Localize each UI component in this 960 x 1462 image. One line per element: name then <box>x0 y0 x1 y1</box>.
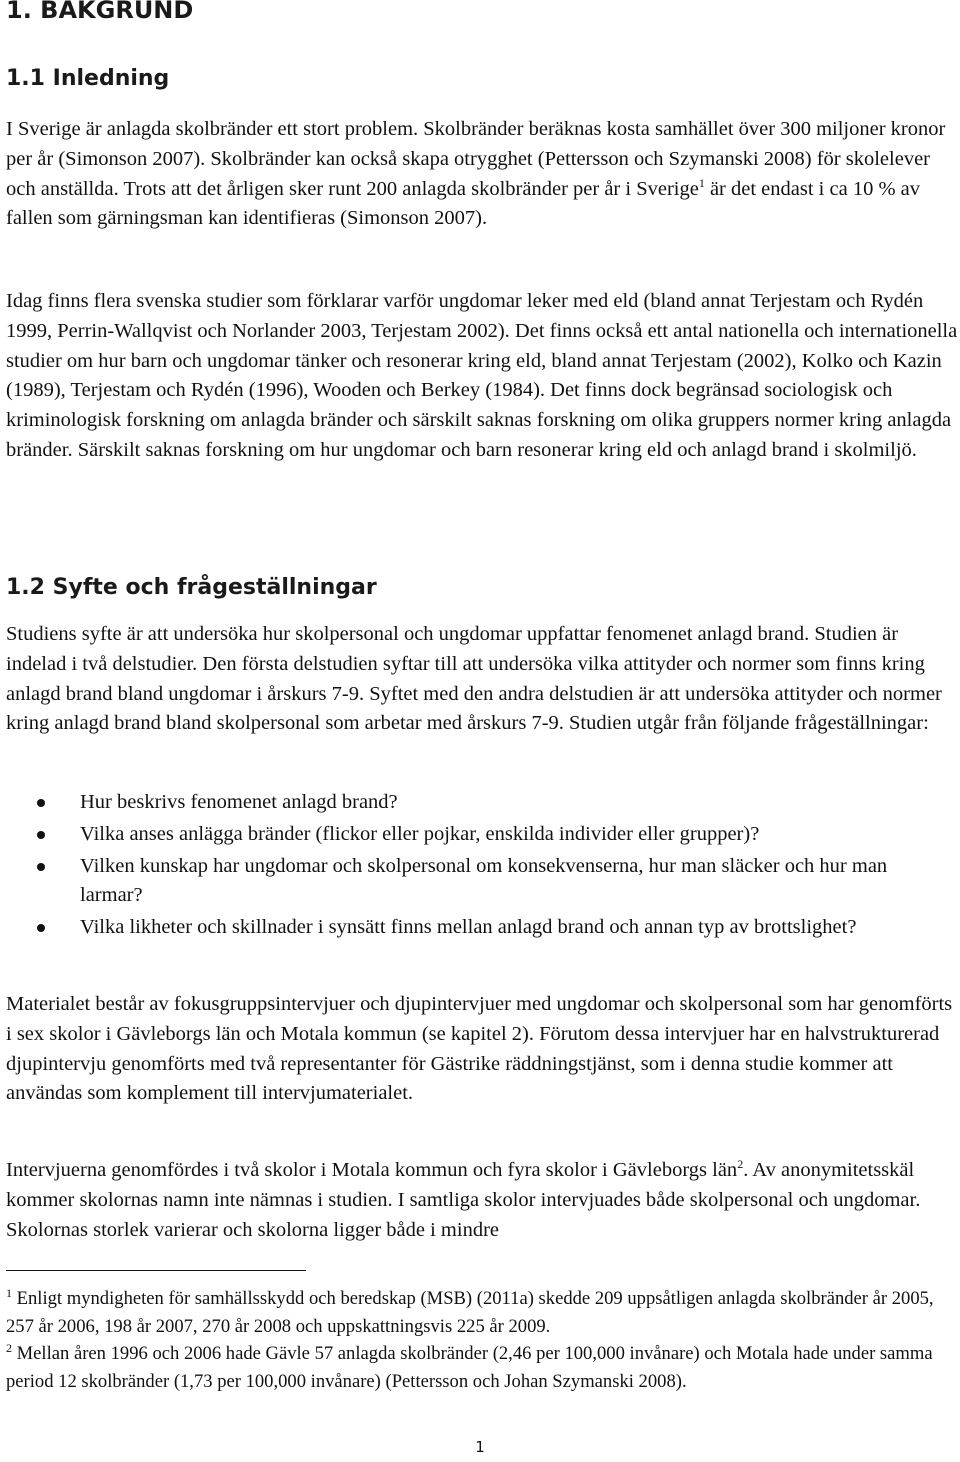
list-item <box>6 913 936 943</box>
footnote-2 <box>6 1340 956 1395</box>
bullet-icon <box>37 863 45 871</box>
paragraph-interviews-text-b: . Av anonymitetsskäl kommer skolornas namn inte nämnas i studien. I samtliga skolor intervjuades både skolpersonal och ungdomar. Skolornas storlek varierar och skolorna ligger både i mindre <box>6 1159 921 1241</box>
footnote-number: 1 <box>6 1286 12 1300</box>
footnote-ref-1: 1 <box>698 175 705 190</box>
chapter-heading: 1. BAKGRUND <box>6 0 194 24</box>
page-number: 1 <box>475 1438 485 1456</box>
footnote-text: Mellan åren 1996 och 2006 hade Gävle 57 anlagda skolbränder (2,46 per 100,000 invånare) och Motala hade under samma period 12 skolbränder (1,73 per 100,000 invånare) (Pettersson och Johan Szymanski 2008). <box>6 1343 933 1392</box>
footnote-number: 2 <box>6 1341 12 1355</box>
paragraph-material: Materialet består av fokusgruppsintervjuer och djupintervjuer med ungdomar och skolpersonal som har genomförts i sex skolor i Gävleborgs län och Motala kommun (se kapitel 2). Förutom dessa intervjuer har en halvstrukturerad djupintervju genomförts med två representanter för Gästrike räddningstjänst, som i denna studie kommer att användas som komplement till intervjumaterialet. <box>6 993 953 1105</box>
paragraph-intro-text-b: är det endast i ca 10 % av fallen som gärningsman kan identifieras (Simonson 2007). <box>6 177 920 230</box>
paragraph-interviews <box>6 1156 958 1245</box>
bullet-icon <box>37 831 45 839</box>
footnote-text: Enligt myndigheten för samhällsskydd och beredskap (MSB) (2011a) skedde 209 uppsåtligen anlagda skolbränder år 2005, 257 år 2006, 198 år 2007, 270 år 2008 och uppskattningsvis 225 år 2009. <box>6 1288 934 1337</box>
bullet-icon <box>37 924 45 932</box>
research-questions-list <box>6 788 936 943</box>
list-item <box>6 820 936 850</box>
list-item <box>6 852 936 912</box>
question-text: Vilka anses anlägga bränder (flickor eller pojkar, enskilda individer eller grupper)? <box>80 822 760 845</box>
question-text: Vilka likheter och skillnader i synsätt finns mellan anlagd brand och annan typ av brottslighet? <box>80 916 857 939</box>
list-item <box>6 788 936 818</box>
footnote-1 <box>6 1285 956 1340</box>
paragraph-intro-text-a: I Sverige är anlagda skolbränder ett stort problem. Skolbränder beräknas kosta samhället över 300 miljoner kronor per år (Simonson 2007). Skolbränder kan också skapa otrygghet (Pettersson och Szymanski 2008) för skolelever och anställda. Trots att det årligen sker runt 200 anlagda skolbränder per år i Sverige <box>6 118 946 200</box>
paragraph-interviews-text-a: Intervjuerna genomfördes i två skolor i Motala kommun och fyra skolor i Gävleborgs län <box>6 1159 738 1181</box>
question-text: Hur beskrivs fenomenet anlagd brand? <box>80 791 398 813</box>
paragraph-research: Idag finns flera svenska studier som förklarar varför ungdomar leker med eld (bland annat Terjestam och Rydén 1999, Perrin-Wallqvist och Norlander 2003, Terjestam 2002). Det finns också ett antal nationella och internationella studier om hur barn och ungdomar tänker och resonerar kring eld, bland annat Terjestam (2002), Kolko och Kazin (1989), Terjestam och Rydén (1996), Wooden och Berkey (1984). Det finns dock begränsad sociologisk och kriminologisk forskning om anlagda bränder och särskilt saknas forskning om olika gruppers normer kring anlagda bränder. Särskilt saknas forskning om hur ungdomar och barn resonerar kring eld och anlagd brand i skolmiljö. <box>6 290 958 461</box>
paragraph-aim: Studiens syfte är att undersöka hur skolpersonal och ungdomar uppfattar fenomenet anlagd brand. Studien är indelad i två delstudier. Den första delstudien syftar till att undersöka vilka attityder och normer som finns kring anlagd brand bland ungdomar i årskurs 7-9. Syftet med den andra delstudien är att undersöka attityder och normer kring anlagd brand bland skolpersonal som arbetar med årskurs 7-9. Studien utgår från följande frågeställningar: <box>6 623 942 735</box>
section-heading-inledning: 1.1 Inledning <box>6 66 170 91</box>
bullet-icon <box>37 799 45 807</box>
section-heading-syfte: 1.2 Syfte och frågeställningar <box>6 575 377 600</box>
footnote-ref-2: 2 <box>737 1157 744 1171</box>
question-text: Vilken kunskap har ungdomar och skolpersonal om konsekvenserna, hur man släcker och hur man larmar? <box>80 854 888 907</box>
footnote-separator <box>6 1270 306 1271</box>
paragraph-intro <box>6 115 958 234</box>
